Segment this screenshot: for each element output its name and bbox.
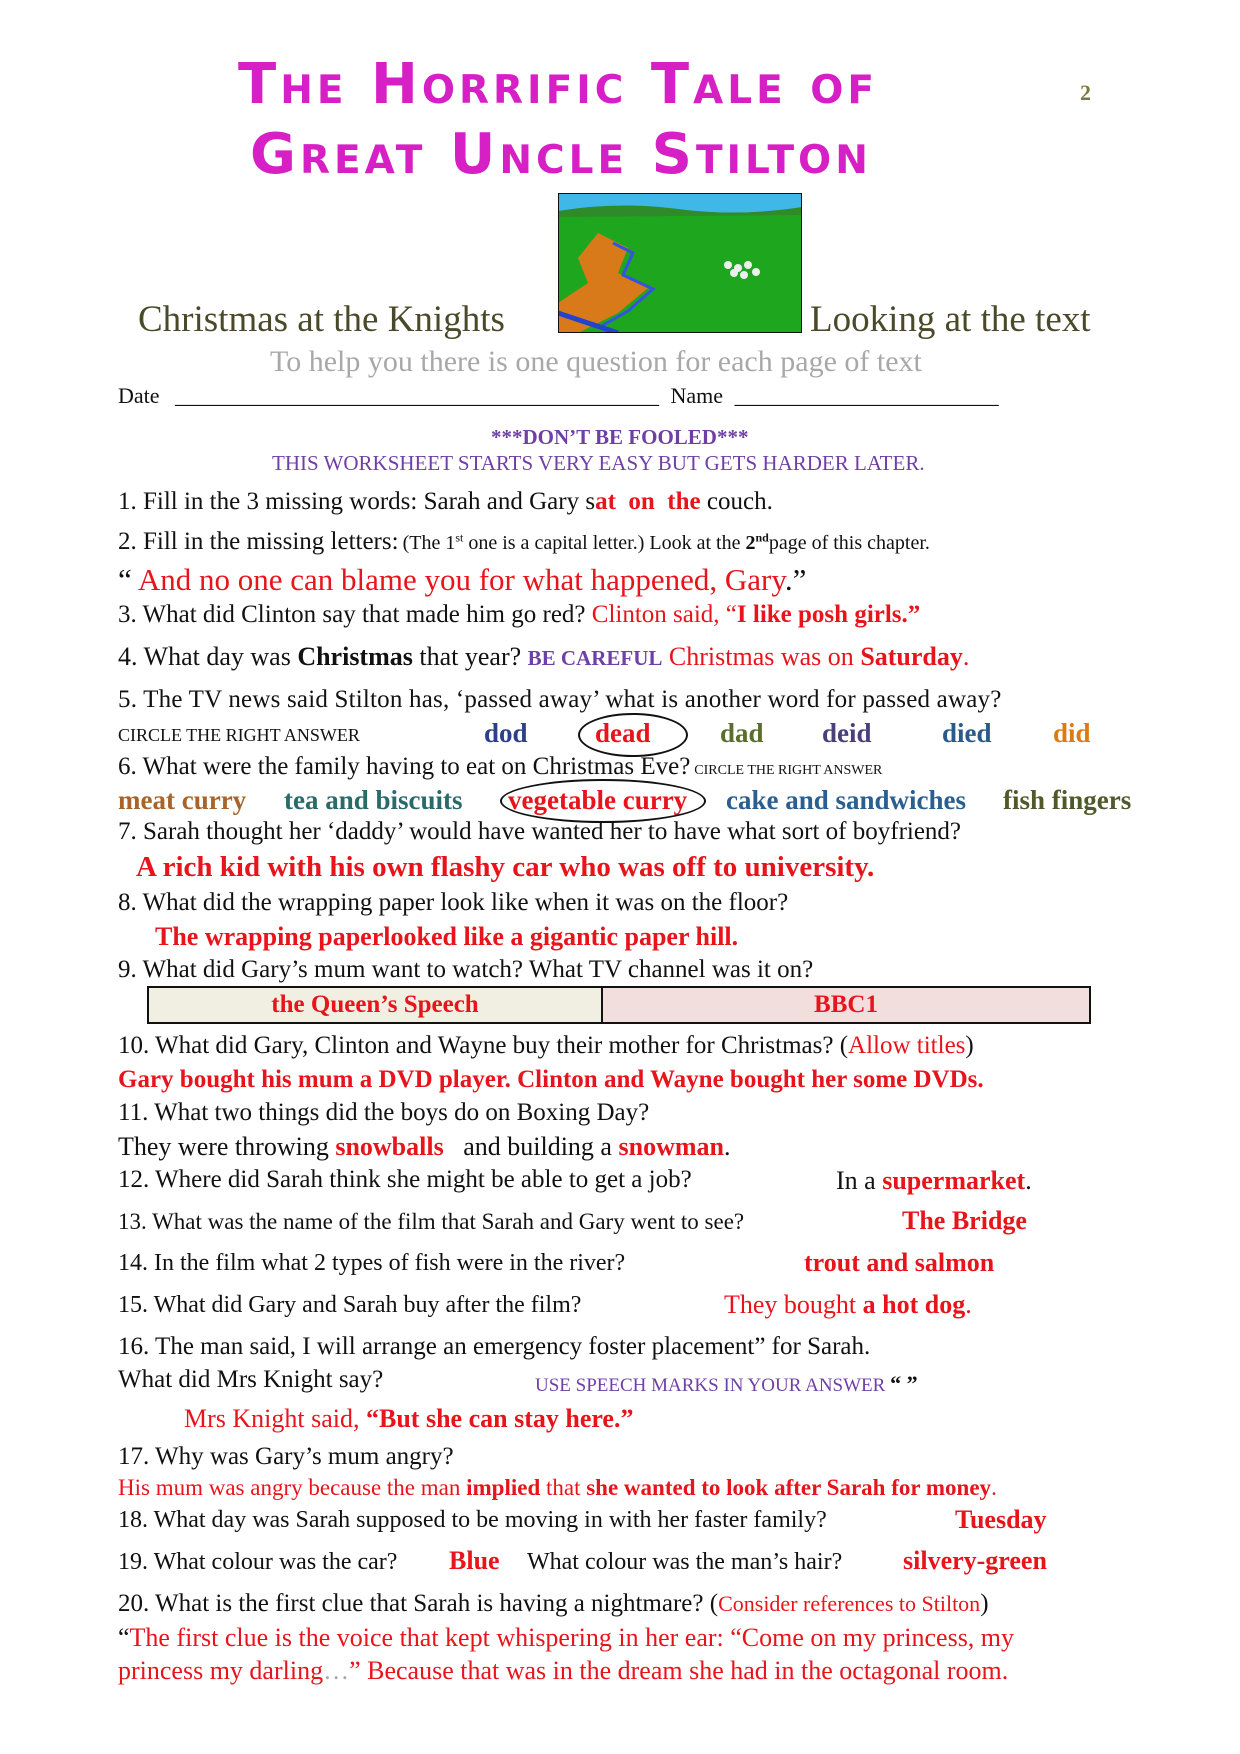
q19-answer-car: Blue	[449, 1546, 500, 1575]
help-text: To help you there is one question for each page of text	[270, 345, 922, 378]
q13-answer: The Bridge	[902, 1206, 1027, 1235]
q6-option-fish-fingers[interactable]: fish fingers	[1003, 785, 1132, 815]
question-1	[118, 488, 773, 516]
question-13: 13. What was the name of the film that Sarah and Gary went to see?	[118, 1209, 745, 1234]
question-20: 20. What is the first clue that Sarah is having a nightmare? (Consider references to Stilton)	[118, 1590, 989, 1617]
question-3	[118, 601, 920, 629]
q5-option-deid[interactable]: deid	[822, 718, 872, 748]
q20-answer-line-2: princess my darling…” Because that was in the dream she had in the octagonal room.	[118, 1656, 1009, 1685]
question-14: 14. In the film what 2 types of fish were in the river?	[118, 1250, 626, 1276]
q5-option-died[interactable]: died	[942, 718, 992, 748]
question-7: 7. Sarah thought her ‘daddy’ would have wanted her to have what sort of boyfriend?	[118, 818, 962, 845]
q7-answer: A rich kid with his own flashy car who was off to university.	[136, 851, 875, 883]
q2-answer: “ And no one can blame you for what happened, Gary.”	[118, 562, 807, 597]
q20-answer-line-1: “The first clue is the voice that kept whispering in her ear: “Come on my princess, my	[118, 1623, 1015, 1652]
question-16-line-2: What did Mrs Knight say?	[118, 1366, 384, 1393]
q16-hint: USE SPEECH MARKS IN YOUR ANSWER “ ”	[535, 1371, 918, 1396]
question-9: 9. What did Gary’s mum want to watch? What TV channel was it on?	[118, 956, 814, 983]
q9-answer-table	[147, 986, 1091, 1024]
page-number: 2	[1080, 80, 1091, 105]
q14-answer: trout and salmon	[804, 1248, 995, 1277]
date-label: Date	[118, 383, 160, 408]
q5-circle-label: CIRCLE THE RIGHT ANSWER	[118, 725, 360, 745]
q19-answer-hair: silvery-green	[903, 1546, 1047, 1575]
question-16: 16. The man said, I will arrange an emergency foster placement” for Sarah.	[118, 1333, 871, 1360]
question-15: 15. What did Gary and Sarah buy after the film?	[118, 1292, 582, 1318]
q2-note: (The 1st one is a capital letter.) Look at the 2ndpage of this chapter.	[402, 530, 930, 554]
question-19-part-2: What colour was the man’s hair?	[527, 1549, 843, 1575]
landscape-illustration	[558, 193, 802, 333]
name-label: Name	[670, 383, 724, 408]
q17-answer: His mum was angry because the man implied that she wanted to look after Sarah for money.	[118, 1475, 997, 1500]
q11-answer: They were throwing snowballs and building a snowman.	[118, 1132, 731, 1161]
question-2	[118, 528, 930, 556]
q4-answer: Christmas was on Saturday.	[668, 642, 970, 671]
q15-answer: They bought a hot dog.	[724, 1290, 972, 1319]
q10-answer: Gary bought his mum a DVD player. Clinton and Wayne bought her some DVDs.	[118, 1066, 984, 1093]
q6-option-meat-curry[interactable]: meat curry	[118, 785, 247, 815]
q1-end: couch.	[706, 488, 773, 515]
q6-option-vegetable-curry[interactable]: vegetable curry	[508, 785, 688, 815]
question-19: 19. What colour was the car?	[118, 1549, 398, 1575]
question-10: 10. What did Gary, Clinton and Wayne buy their mother for Christmas? (Allow titles)	[118, 1032, 974, 1059]
date-line[interactable]: ____________________________________________	[175, 383, 660, 408]
q8-answer: The wrapping paperlooked like a gigantic paper hill.	[155, 922, 739, 951]
q3-text: 3. What did Clinton say that made him go red?	[118, 601, 586, 628]
date-row	[118, 383, 999, 409]
q6-answer-circle	[500, 779, 706, 823]
question-8: 8. What did the wrapping paper look like when it was on the floor?	[118, 889, 789, 916]
q2-text: 2. Fill in the missing letters:	[118, 528, 399, 555]
warning-line-2: THIS WORKSHEET STARTS VERY EASY BUT GETS HARDER LATER.	[272, 451, 925, 475]
question-17: 17. Why was Gary’s mum angry?	[118, 1443, 454, 1470]
question-6: 6. What were the family having to eat on Christmas Eve? CIRCLE THE RIGHT ANSWER	[118, 753, 883, 780]
q5-option-dad[interactable]: dad	[720, 718, 764, 748]
worksheet-type: Looking at the text	[810, 299, 1091, 340]
title-line-1: The Horrific Tale of	[238, 52, 879, 117]
q3-answer: Clinton said, “I like posh girls.”	[591, 601, 921, 628]
q5-answer-circle	[578, 713, 688, 757]
q18-answer: Tuesday	[955, 1505, 1047, 1534]
q12-answer: In a supermarket.	[836, 1166, 1032, 1195]
q9-cell-programme: the Queen’s Speech	[149, 988, 603, 1022]
question-12: 12. Where did Sarah think she might be able to get a job?	[118, 1166, 692, 1193]
q5-option-dod[interactable]: dod	[484, 718, 528, 748]
question-4: 4. What day was Christmas that year? BE CAREFUL Christmas was on Saturday.	[118, 642, 970, 671]
warning-line-1: ***DON’T BE FOOLED***	[491, 425, 749, 449]
question-11: 11. What two things did the boys do on Boxing Day?	[118, 1099, 650, 1126]
q9-cell-channel: BBC1	[603, 988, 1089, 1022]
q6-option-tea-and-biscuits[interactable]: tea and biscuits	[284, 785, 463, 815]
q1-answer: at on the	[595, 488, 701, 515]
q5-option-did[interactable]: did	[1053, 718, 1091, 748]
question-5: 5. The TV news said Stilton has, ‘passed away’ what is another word for passed away?	[118, 686, 1002, 713]
q5-option-dead[interactable]: dead	[595, 718, 651, 748]
name-line[interactable]: ________________________	[734, 383, 999, 408]
q6-circle-label: CIRCLE THE RIGHT ANSWER	[694, 763, 883, 778]
q16-answer: Mrs Knight said, “But she can stay here.”	[184, 1404, 634, 1433]
title-line-2: Great Uncle Stilton	[250, 122, 872, 187]
chapter-title: Christmas at the Knights	[138, 299, 505, 340]
q1-text: 1. Fill in the 3 missing words: Sarah and Gary s	[118, 488, 596, 515]
q6-option-cake-and-sandwiches[interactable]: cake and sandwiches	[726, 785, 967, 815]
q4-careful: BE CAREFUL	[527, 646, 663, 670]
question-18: 18. What day was Sarah supposed to be moving in with her faster family?	[118, 1507, 827, 1533]
